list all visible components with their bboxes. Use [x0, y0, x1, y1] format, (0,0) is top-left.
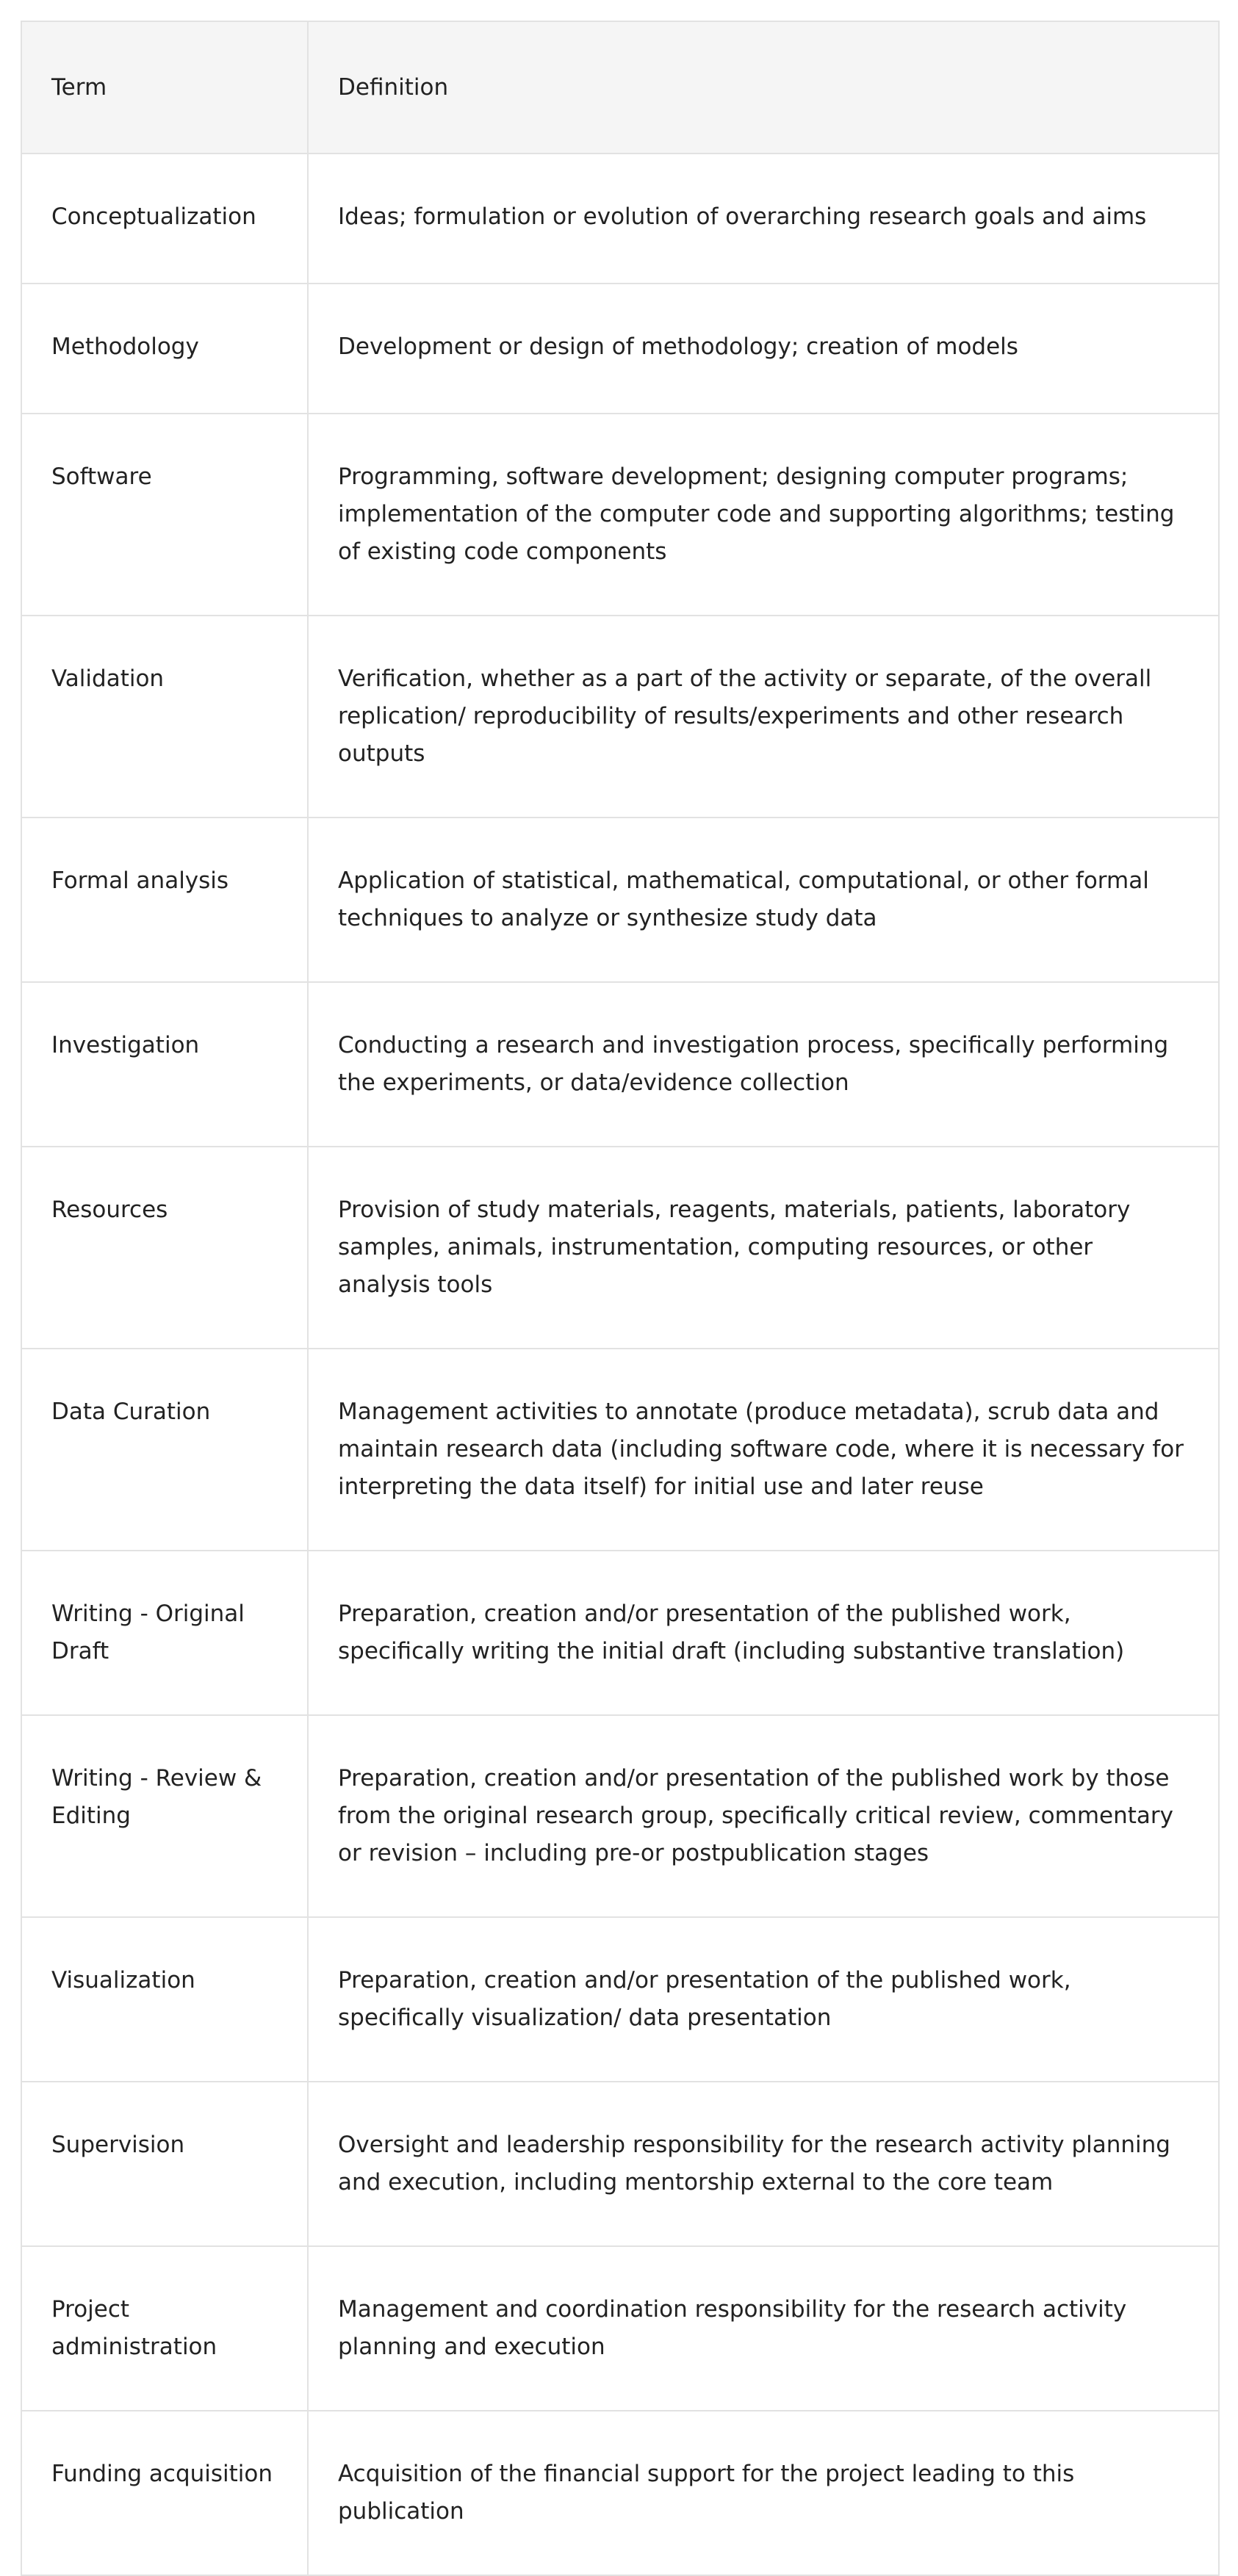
table-row [21, 2246, 1219, 2411]
table-row [21, 284, 1219, 414]
term-cell: Investigation [21, 982, 308, 1147]
table-row [21, 414, 1219, 616]
term-cell: Formal analysis [21, 818, 308, 982]
definition-cell: Provision of study materials, reagents, materials, patients, laboratory samples, animals, instrumentation, computing resources, or other analysis tools [308, 1147, 1219, 1349]
definition-cell: Acquisition of the financial support for the project leading to this publication [308, 2411, 1219, 2575]
term-cell: Validation [21, 616, 308, 818]
term-cell: Funding acquisition [21, 2411, 308, 2575]
table-row [21, 1917, 1219, 2082]
table-row [21, 154, 1219, 284]
table-row [21, 1551, 1219, 1715]
term-cell: Data Curation [21, 1349, 308, 1551]
definition-cell: Preparation, creation and/or presentation of the published work, specifically writing the initial draft (including substantive translation) [308, 1551, 1219, 1715]
table-row [21, 1715, 1219, 1917]
term-cell: Software [21, 414, 308, 616]
definition-cell: Conducting a research and investigation process, specifically performing the experiments, or data/evidence collection [308, 982, 1219, 1147]
term-cell: Supervision [21, 2082, 308, 2246]
definition-cell: Preparation, creation and/or presentation of the published work by those from the original research group, specifically critical review, commentary or revision – including pre-or postpublication stages [308, 1715, 1219, 1917]
table-row [21, 2411, 1219, 2575]
header-row [21, 21, 1219, 154]
definition-cell: Programming, software development; designing computer programs; implementation of the computer code and supporting algorithms; testing of existing code components [308, 414, 1219, 616]
table-row [21, 818, 1219, 982]
table-header [21, 21, 1219, 154]
term-cell: Writing - Original Draft [21, 1551, 308, 1715]
table-body [21, 154, 1219, 2575]
term-cell: Methodology [21, 284, 308, 414]
table-row [21, 616, 1219, 818]
term-cell: Project administration [21, 2246, 308, 2411]
credit-roles-table [21, 21, 1220, 2576]
definition-cell: Application of statistical, mathematical, computational, or other formal techniques to analyze or synthesize study data [308, 818, 1219, 982]
header-definition: Definition [308, 21, 1219, 154]
term-cell: Writing - Review & Editing [21, 1715, 308, 1917]
definition-cell: Development or design of methodology; creation of models [308, 284, 1219, 414]
term-cell: Resources [21, 1147, 308, 1349]
term-cell: Conceptualization [21, 154, 308, 284]
header-term: Term [21, 21, 308, 154]
term-cell: Visualization [21, 1917, 308, 2082]
definition-cell: Verification, whether as a part of the activity or separate, of the overall replication/ reproducibility of results/experiments and other research outputs [308, 616, 1219, 818]
table-row [21, 1349, 1219, 1551]
definition-cell: Oversight and leadership responsibility for the research activity planning and execution, including mentorship external to the core team [308, 2082, 1219, 2246]
table-row [21, 1147, 1219, 1349]
table-row [21, 2082, 1219, 2246]
definition-cell: Ideas; formulation or evolution of overarching research goals and aims [308, 154, 1219, 284]
definition-cell: Management activities to annotate (produce metadata), scrub data and maintain research data (including software code, where it is necessary for interpreting the data itself) for initial use and later reuse [308, 1349, 1219, 1551]
definition-cell: Preparation, creation and/or presentation of the published work, specifically visualization/ data presentation [308, 1917, 1219, 2082]
table-row [21, 982, 1219, 1147]
definition-cell: Management and coordination responsibility for the research activity planning and execution [308, 2246, 1219, 2411]
